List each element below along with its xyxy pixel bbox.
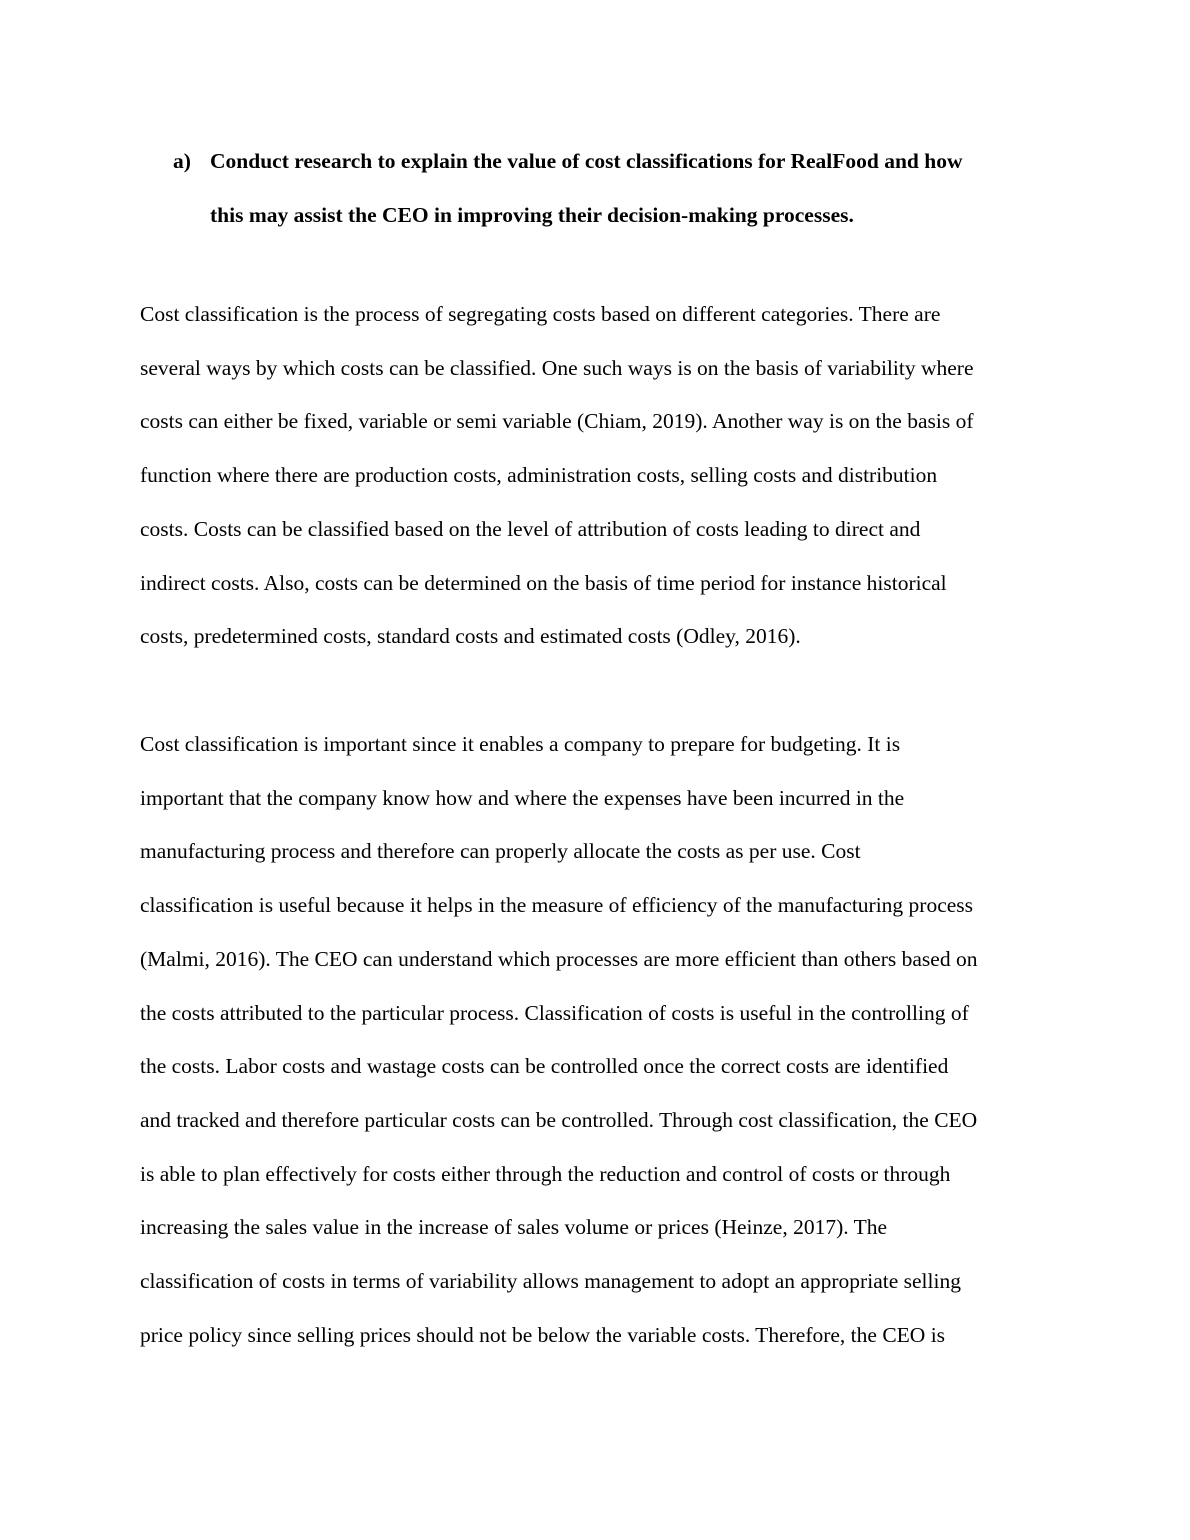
text-line: classification of costs in terms of variability allows management to adopt an appropriate selling <box>140 1269 961 1294</box>
heading-line: this may assist the CEO in improving their decision-making processes. <box>210 203 854 227</box>
heading-line: Conduct research to explain the value of cost classifications for RealFood and how <box>210 149 963 173</box>
text-line: function where there are production costs, administration costs, selling costs and distribution <box>140 463 938 488</box>
paragraph-cost-classification-importance <box>140 718 1070 1362</box>
text-line: the costs attributed to the particular process. Classification of costs is useful in the controlling of <box>140 1000 969 1025</box>
text-line: price policy since selling prices should not be below the variable costs. Therefore, the CEO is <box>140 1322 946 1347</box>
text-line: indirect costs. Also, costs can be determined on the basis of time period for instance historical <box>140 570 947 595</box>
text-line: important that the company know how and where the expenses have been incurred in the <box>140 785 905 810</box>
question-heading <box>173 134 1073 242</box>
text-line: the costs. Labor costs and wastage costs can be controlled once the correct costs are identified <box>140 1054 949 1079</box>
text-line: Cost classification is the process of segregating costs based on different categories. There are <box>140 302 941 326</box>
text-line: costs, predetermined costs, standard costs and estimated costs (Odley, 2016). <box>140 624 801 649</box>
text-line: is able to plan effectively for costs either through the reduction and control of costs or through <box>140 1161 951 1186</box>
text-line: increasing the sales value in the increase of sales volume or prices (Heinze, 2017). The <box>140 1215 888 1240</box>
text-line: several ways by which costs can be classified. One such ways is on the basis of variability where <box>140 355 974 380</box>
paragraph-cost-classification-definition <box>140 288 1070 664</box>
text-line: costs. Costs can be classified based on the level of attribution of costs leading to direct and <box>140 516 921 541</box>
text-line: classification is useful because it helps in the measure of efficiency of the manufacturing process <box>140 893 974 918</box>
text-line: manufacturing process and therefore can properly allocate the costs as per use. Cost <box>140 839 861 864</box>
text-line: (Malmi, 2016). The CEO can understand which processes are more efficient than others based on <box>140 946 978 971</box>
list-marker: a) <box>173 149 191 173</box>
text-line: costs can either be fixed, variable or semi variable (Chiam, 2019). Another way is on the basis of <box>140 409 974 434</box>
text-line: Cost classification is important since it enables a company to prepare for budgeting. It is <box>140 732 901 756</box>
text-line: and tracked and therefore particular costs can be controlled. Through cost classification, the CEO <box>140 1107 978 1132</box>
